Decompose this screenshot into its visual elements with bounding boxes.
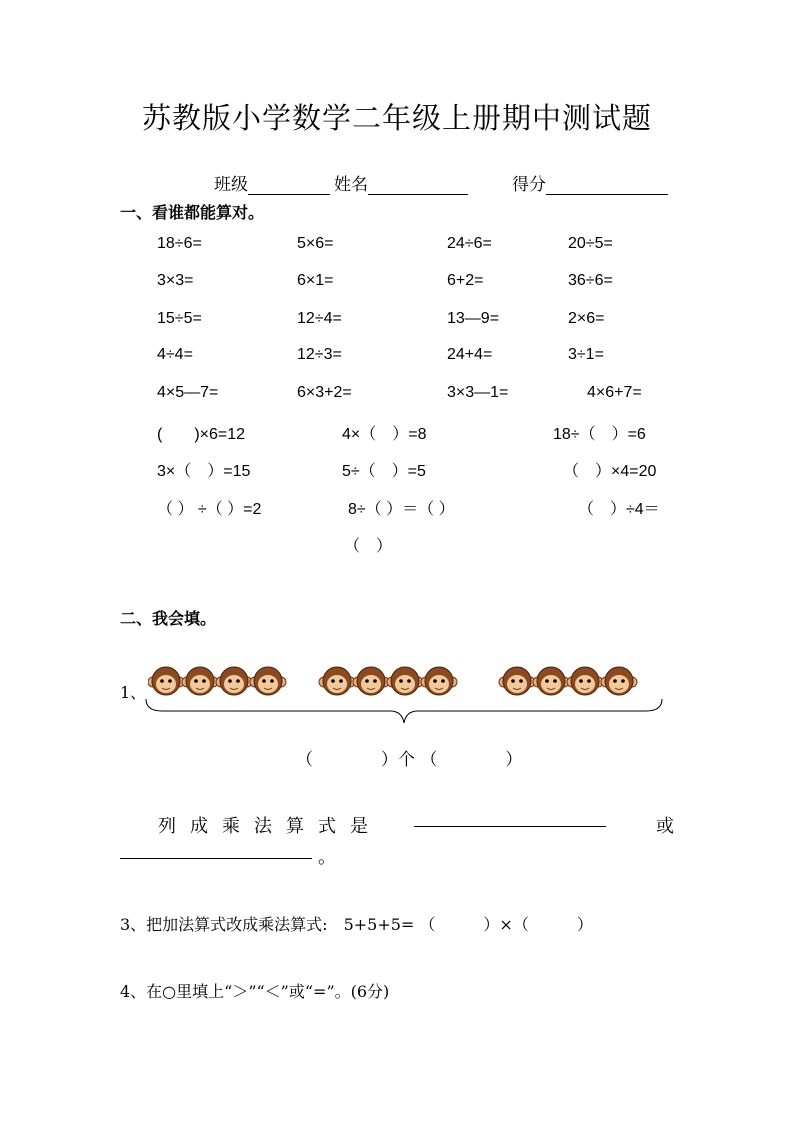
- calc-item[interactable]: 20÷5=: [568, 235, 613, 252]
- calc-item[interactable]: 13—9=: [447, 310, 500, 327]
- calc-item[interactable]: 12÷4=: [297, 310, 342, 327]
- calc-item[interactable]: 5×6=: [297, 235, 334, 252]
- monkey-face-icon: [319, 667, 355, 695]
- calc-item[interactable]: 3×3=: [157, 272, 194, 289]
- section2-heading: 二、我会填。: [120, 609, 217, 628]
- calc-item[interactable]: 6+2=: [447, 272, 484, 289]
- monkey-face-icon: [216, 667, 252, 695]
- calc-item[interactable]: 3×（ ）=15: [157, 463, 251, 480]
- score-field[interactable]: [512, 170, 668, 195]
- calc-item[interactable]: （ ）×4=20: [563, 463, 657, 480]
- monkey-face-icon: [421, 667, 457, 695]
- calc-item[interactable]: （ ） ÷（ ）=2: [157, 501, 262, 518]
- class-label: 班级: [214, 175, 248, 195]
- calc-item[interactable]: ( )×6=12: [157, 426, 246, 443]
- section1-heading: 一、看谁都能算对。: [120, 203, 265, 222]
- q1-prompt: 列成乘法算式是: [158, 816, 382, 837]
- brace-icon: [144, 697, 666, 727]
- name-label: 姓名: [334, 175, 368, 195]
- calc-item[interactable]: 36÷6=: [568, 272, 613, 289]
- calc-item[interactable]: 24÷6=: [447, 235, 492, 252]
- name-blank[interactable]: [368, 176, 468, 195]
- calc-item[interactable]: 24+4=: [447, 346, 493, 363]
- calc-item[interactable]: 8÷（ ）＝（ ）: [348, 501, 455, 518]
- monkey-face-icon: [533, 667, 569, 695]
- class-field[interactable]: [214, 170, 330, 195]
- calc-item[interactable]: 4×（ ）=8: [342, 426, 427, 443]
- q1-blanks[interactable]: （ ）个 （ ）: [296, 750, 523, 770]
- score-blank[interactable]: [546, 176, 668, 195]
- answer-line-1[interactable]: [414, 808, 606, 827]
- question-4: 4、在○里填上“＞”“＜”或“=”。(6分): [120, 982, 390, 1001]
- calc-item[interactable]: 3×3—1=: [447, 384, 509, 401]
- monkey-face-icon: [182, 667, 218, 695]
- calc-item[interactable]: 18÷6=: [157, 235, 202, 252]
- class-blank[interactable]: [248, 176, 330, 195]
- overflow-blank[interactable]: （ ）: [344, 538, 393, 555]
- calc-item[interactable]: 2×6=: [568, 310, 605, 327]
- monkey-face-icon: [148, 667, 184, 695]
- monkey-face-icon: [250, 667, 286, 695]
- calc-item[interactable]: （ ）÷4＝: [578, 501, 660, 518]
- calc-item[interactable]: 12÷3=: [297, 346, 342, 363]
- calc-item[interactable]: 6×3+2=: [297, 384, 352, 401]
- question-3: 3、把加法算式改成乘法算式: 5+5+5= （ ）×（ ）: [120, 915, 593, 934]
- answer-line-2[interactable]: [120, 840, 312, 859]
- q1-or: 或: [656, 816, 674, 837]
- score-label: 得分: [512, 175, 546, 195]
- monkey-face-icon: [601, 667, 637, 695]
- calc-item[interactable]: 15÷5=: [157, 310, 202, 327]
- monkey-face-icon: [387, 667, 423, 695]
- monkey-face-icon: [499, 667, 535, 695]
- monkey-face-icon: [353, 667, 389, 695]
- monkey-groups: [148, 664, 668, 698]
- name-field[interactable]: [334, 170, 468, 195]
- calc-item[interactable]: 4×5—7=: [157, 384, 219, 401]
- q1-label: 1、: [120, 683, 147, 702]
- monkey-face-icon: [567, 667, 603, 695]
- page-title: 苏教版小学数学二年级上册期中测试题: [141, 101, 652, 135]
- calc-item[interactable]: 4÷4=: [157, 346, 193, 363]
- calc-item[interactable]: 4×6+7=: [587, 384, 642, 401]
- calc-item[interactable]: 18÷（ ）=6: [553, 426, 646, 443]
- q1-period: 。: [318, 847, 336, 868]
- calc-item[interactable]: 5÷（ ）=5: [342, 463, 426, 480]
- calc-item[interactable]: 3÷1=: [568, 346, 604, 363]
- calc-item[interactable]: 6×1=: [297, 272, 334, 289]
